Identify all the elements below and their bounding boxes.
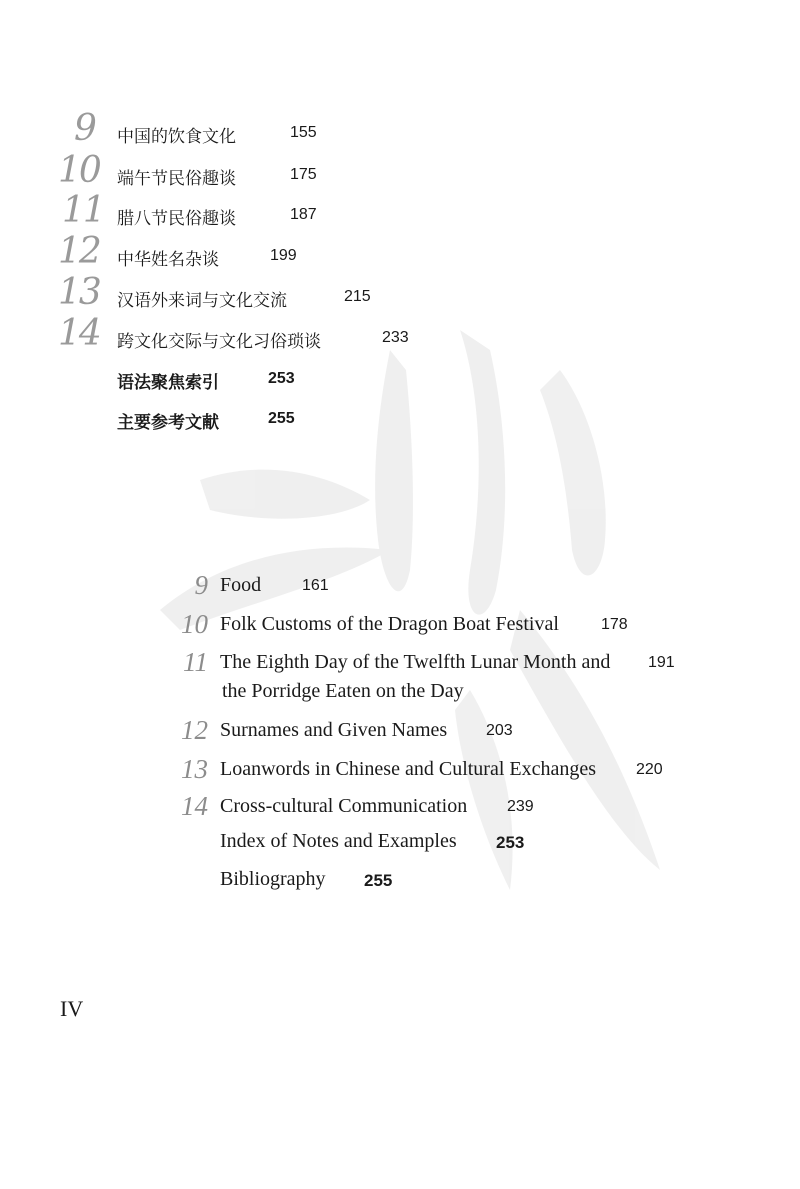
- page-number: 215: [344, 288, 371, 305]
- page-number: 255: [364, 871, 393, 890]
- page-number: 175: [290, 166, 317, 183]
- chapter-number: 11: [183, 647, 208, 677]
- page-number: 161: [302, 577, 329, 594]
- chapter-title: 汉语外来词与文化交流: [117, 291, 287, 311]
- chapter-title: Cross-cultural Communication: [220, 795, 468, 817]
- appendix-title: 语法聚焦索引: [117, 373, 219, 393]
- page-number: 187: [290, 206, 317, 223]
- chapter-number: 12: [181, 715, 208, 745]
- chapter-title: 端午节民俗趣谈: [117, 169, 236, 189]
- chapter-number: 10: [58, 150, 100, 191]
- chapter-number: 14: [181, 791, 208, 821]
- page-number: 255: [268, 410, 295, 427]
- page-number: 155: [290, 124, 317, 141]
- appendix-title: Index of Notes and Examples: [220, 830, 457, 852]
- appendix-title: Bibliography: [220, 868, 326, 890]
- page-number: 203: [486, 722, 513, 739]
- chapter-title: Surnames and Given Names: [220, 719, 448, 741]
- page-number: 253: [496, 833, 525, 852]
- page-number: 178: [601, 616, 628, 633]
- chapter-title: 中华姓名杂谈: [117, 250, 219, 270]
- chapter-title: The Eighth Day of the Twelfth Lunar Month and: [220, 651, 611, 673]
- page-number: 191: [648, 654, 675, 671]
- chapter-number: 10: [181, 609, 208, 639]
- chapter-title: Loanwords in Chinese and Cultural Exchanges: [220, 758, 597, 780]
- chapter-number: 11: [62, 190, 104, 231]
- chapter-title: Folk Customs of the Dragon Boat Festival: [220, 613, 559, 635]
- page-number: 253: [268, 370, 295, 387]
- chapter-number: 13: [58, 272, 100, 313]
- page-label: IV: [60, 996, 84, 1021]
- chapter-number: 14: [58, 313, 100, 354]
- page-number: 220: [636, 761, 663, 778]
- page-number: 233: [382, 329, 409, 346]
- chapter-number: 9: [194, 570, 208, 600]
- chapter-title-line2: the Porridge Eaten on the Day: [222, 680, 464, 702]
- page-number: 199: [270, 247, 297, 264]
- chapter-number: 12: [58, 231, 100, 272]
- appendix-title: 主要参考文献: [117, 413, 219, 433]
- chapter-number: 13: [181, 754, 208, 784]
- chapter-title: Food: [220, 574, 262, 596]
- chapter-number: 9: [74, 108, 95, 149]
- chapter-title: 中国的饮食文化: [117, 127, 236, 147]
- chapter-title: 跨文化交际与文化习俗琐谈: [117, 332, 321, 352]
- page-number: 239: [507, 798, 534, 815]
- chapter-title: 腊八节民俗趣谈: [117, 209, 236, 229]
